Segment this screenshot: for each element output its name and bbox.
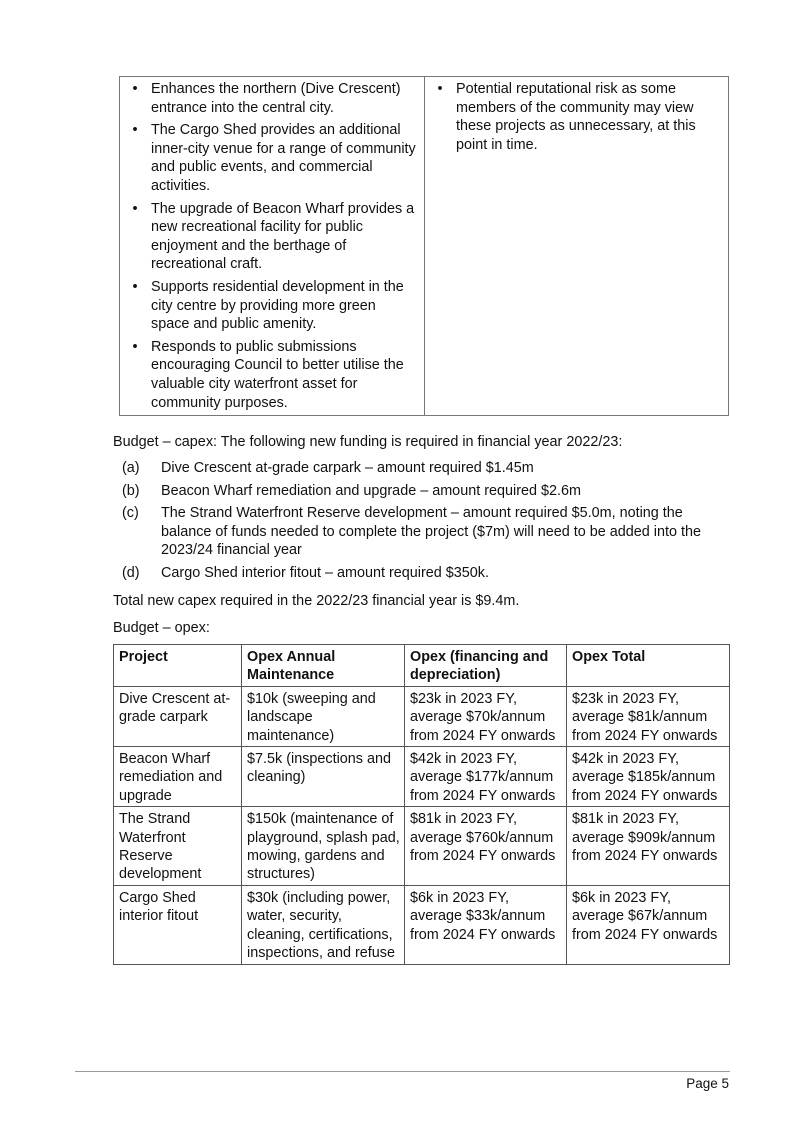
bullet-icon: •: [132, 338, 138, 355]
table-cell: $150k (maintenance of playground, splash pad, mowing, gardens and structures): [242, 807, 405, 886]
table-row: [114, 747, 730, 807]
table-cell: Dive Crescent at-grade carpark: [114, 686, 242, 746]
table-cell: Cargo Shed interior fitout: [114, 885, 242, 964]
bullet-icon: •: [132, 81, 138, 97]
capex-list: [113, 459, 733, 587]
bullet-icon: •: [132, 278, 138, 295]
table-cell: $42k in 2023 FY, average $177k/annum from 2024 FY onwards: [405, 747, 567, 807]
column-header: Project: [114, 645, 242, 687]
budget-capex-intro: Budget – capex: The following new funding is required in financial year 2022/23:: [113, 434, 623, 450]
list-item: • The upgrade of Beacon Wharf provides a new recreational facility for public enjoyment and the berthage of recreational craft.: [128, 200, 418, 274]
list-item: • Responds to public submissions encouraging Council to better utilise the valuable city waterfront asset for community purposes.: [128, 338, 418, 412]
table-row: [114, 885, 730, 964]
table-header-row: [114, 645, 730, 687]
table-cell: $10k (sweeping and landscape maintenance): [242, 686, 405, 746]
column-header: Opex Total: [567, 645, 730, 687]
list-item: • Enhances the northern (Dive Crescent) entrance into the central city.: [128, 80, 418, 117]
pros-column: [120, 77, 425, 415]
page-number: Page 5: [686, 1076, 729, 1091]
table-cell: $42k in 2023 FY, average $185k/annum from 2024 FY onwards: [567, 747, 730, 807]
bullet-icon: •: [132, 122, 138, 139]
pros-cons-table: [119, 76, 729, 416]
table-cell: The Strand Waterfront Reserve development: [114, 807, 242, 886]
list-item: (a) Dive Crescent at-grade carpark – amount required $1.45m: [122, 460, 534, 476]
list-item: (b) Beacon Wharf remediation and upgrade – amount required $2.6m: [122, 482, 581, 499]
table-cell: $81k in 2023 FY, average $760k/annum from 2024 FY onwards: [405, 807, 567, 886]
table-cell: Beacon Wharf remediation and upgrade: [114, 747, 242, 807]
budget-opex-intro: Budget – opex:: [113, 620, 210, 636]
opex-table: [113, 644, 730, 965]
table-row: [114, 686, 730, 746]
capex-total: Total new capex required in the 2022/23 financial year is $9.4m.: [113, 593, 520, 609]
cons-column: [425, 77, 728, 415]
list-item: • Potential reputational risk as some members of the community may view these projects as unnecessary, at this point in time.: [433, 80, 718, 154]
list-item: • Supports residential development in the city centre by providing more green space and public amenity.: [128, 278, 418, 334]
bullet-icon: •: [132, 200, 138, 217]
table-row: [114, 807, 730, 886]
pros-list: [128, 80, 418, 412]
column-header: Opex (financing and depreciation): [405, 645, 567, 687]
table-cell: $6k in 2023 FY, average $33k/annum from 2024 FY onwards: [405, 885, 567, 964]
table-cell: $23k in 2023 FY, average $81k/annum from 2024 FY onwards: [567, 686, 730, 746]
table-cell: $7.5k (inspections and cleaning): [242, 747, 405, 807]
column-header: Opex Annual Maintenance: [242, 645, 405, 687]
bullet-icon: •: [437, 81, 443, 97]
table-cell: $81k in 2023 FY, average $909k/annum from 2024 FY onwards: [567, 807, 730, 886]
footer-divider: [75, 1071, 730, 1072]
table-cell: $30k (including power, water, security, cleaning, certifications, inspections, and refuse: [242, 885, 405, 964]
cons-list: [433, 80, 718, 154]
table-cell: $23k in 2023 FY, average $70k/annum from 2024 FY onwards: [405, 686, 567, 746]
list-item: (c) The Strand Waterfront Reserve development – amount required $5.0m, noting the balance of funds needed to complete the project ($7m) will need to be added into the 2023/24 financial year: [122, 505, 702, 559]
list-item: • The Cargo Shed provides an additional inner-city venue for a range of community and public events, and commercial activities.: [128, 121, 418, 195]
list-item: (d) Cargo Shed interior fitout – amount required $350k.: [122, 564, 489, 581]
table-cell: $6k in 2023 FY, average $67k/annum from 2024 FY onwards: [567, 885, 730, 964]
